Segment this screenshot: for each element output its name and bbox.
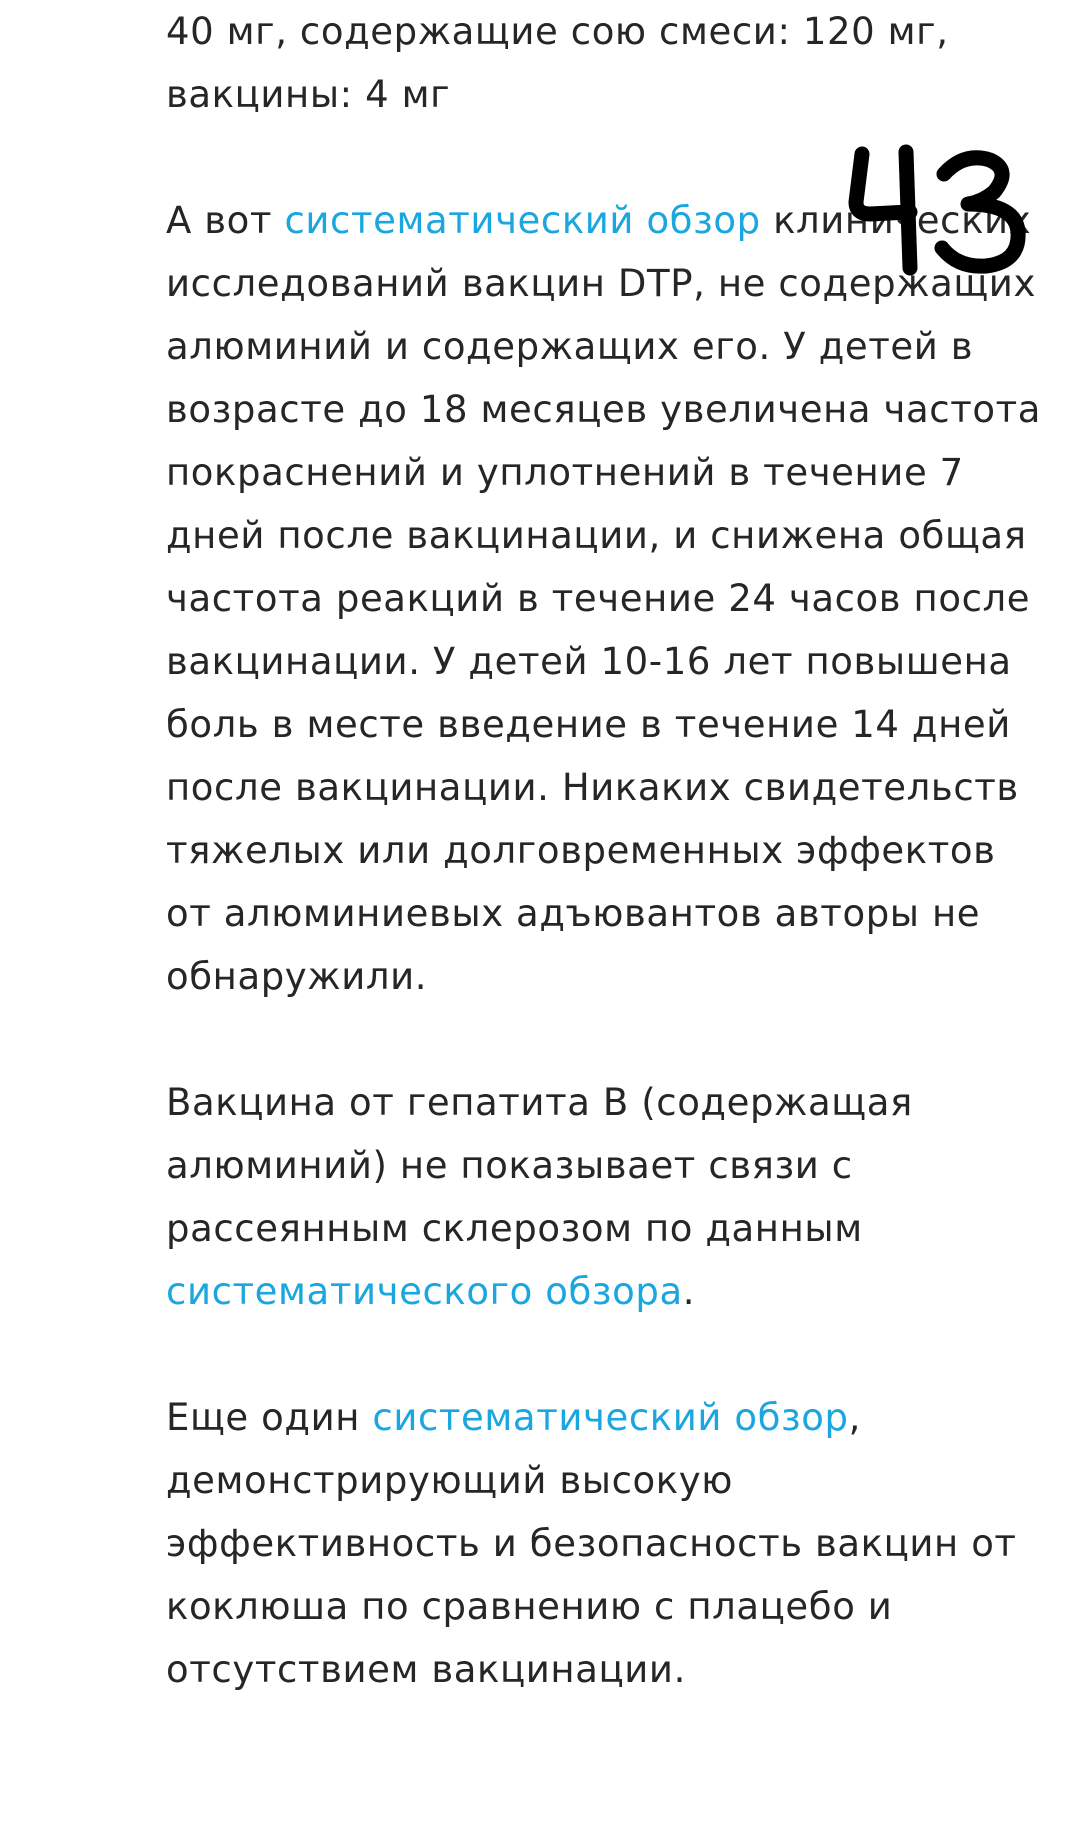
paragraph-text: А вот [166, 199, 285, 242]
paragraph-text: Еще один [166, 1396, 373, 1439]
handwritten-page-number-43 [840, 140, 1040, 280]
paragraph-pertussis [166, 1386, 1046, 1701]
paragraph-hepatitis-b [166, 1071, 1046, 1323]
systematic-review-link-pertussis[interactable]: систематический обзор [372, 1396, 849, 1439]
paragraph-text: 40 мг, содержащие сою смеси: 120 мг, вакцины: 4 мг [166, 10, 949, 116]
paragraph-dtp-review [166, 189, 1046, 1008]
systematic-review-link-hepatitis[interactable]: систематического обзора [166, 1270, 683, 1313]
paragraph-text: Вакцина от гепатита B (содержащая алюминий) не показывает связи с рассеянным склерозом по данным [166, 1081, 913, 1250]
paragraph-text: , демонстрирующий высокую эффективность и безопасность вакцин от коклюша по сравнению с плацебо и отсутствием вакцинации. [166, 1396, 1017, 1691]
paragraph-dosage [166, 0, 1046, 126]
paragraph-text: . [682, 1270, 696, 1313]
systematic-review-link-dtp[interactable]: систематический обзор [284, 199, 761, 242]
paragraph-text: клинических исследований вакцин DTP, не содержащих алюминий и содержащих его. У детей в возрасте до 18 месяцев увеличена частота покраснений и уплотнений в течение 7 дней после вакцинации, и снижена общая частота реакций в течение 24 часов после вакцинации. У детей 10-16 лет повышена боль в месте введение в течение 14 дней после вакцинации. Никаких свидетельств тяжелых или долговременных эффектов от алюминиевых адъювантов авторы не обнаружили. [166, 199, 1042, 998]
